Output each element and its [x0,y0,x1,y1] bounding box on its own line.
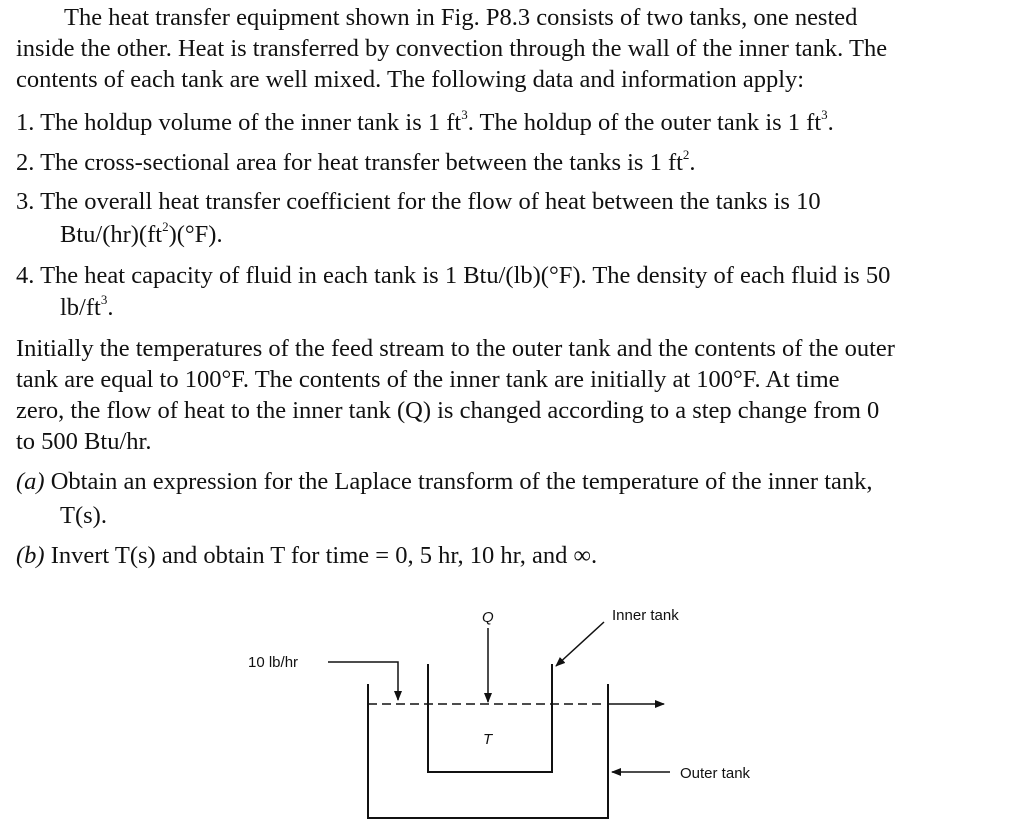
part-a-line-1: (a) Obtain an expression for the Laplace transform of the temperature of the inner tank, [16,468,873,495]
intro-line-1: The heat transfer equipment shown in Fig. P8.3 consists of two tanks, one nested [64,4,858,31]
item-1: 1. The holdup volume of the inner tank is 1 $ft^3$. The holdup of the outer tank is 1 $ft^3$. [16,107,834,136]
para-line-3: zero, the flow of heat to the inner tank (Q) is changed according to a step change from 0 [16,397,880,424]
para-line-4: to 500 Btu/hr. [16,428,152,455]
intro-line-3: contents of each tank are well mixed. The following data and information apply: [16,66,805,93]
outer-tank-label: Outer tank [680,765,751,782]
temp-label: T [483,731,493,748]
item-2: 2. The cross-sectional area for heat transfer between the tanks is 1 $ft^2$. [16,147,696,176]
part-b: (b) Invert T(s) and obtain T for time = 0, 5 hr, 10 hr, and ∞. [16,542,598,569]
intro-line-2: inside the other. Heat is transferred by convection through the wall of the inner tank. The [16,35,888,62]
para-line-2: tank are equal to 100°F. The contents of the inner tank are initially at 100°F. At time [16,366,840,393]
feed-arrow [328,662,398,700]
part-a-line-2: T(s). [60,502,107,529]
item-3-line-2: Btu/$(hr)(ft^2)(^\circ F)$. [60,219,223,248]
item-4-line-2: $lb/ft^3$. [60,292,114,321]
feed-label: 10 lb/hr [248,654,299,671]
inner-tank-wall [428,664,552,772]
inner-tank-pointer [556,622,604,666]
heat-label: Q [482,609,494,626]
inner-tank-label: Inner tank [612,607,679,624]
para-line-1: Initially the temperatures of the feed stream to the outer tank and the contents of the outer [16,335,895,362]
item-4-line-1: 4. The heat capacity of fluid in each tank is 1 Btu/(lb)(°F). The density of each fluid is 50 [16,262,891,289]
item-3-line-1: 3. The overall heat transfer coefficient for the flow of heat between the tanks is 10 [16,188,821,215]
